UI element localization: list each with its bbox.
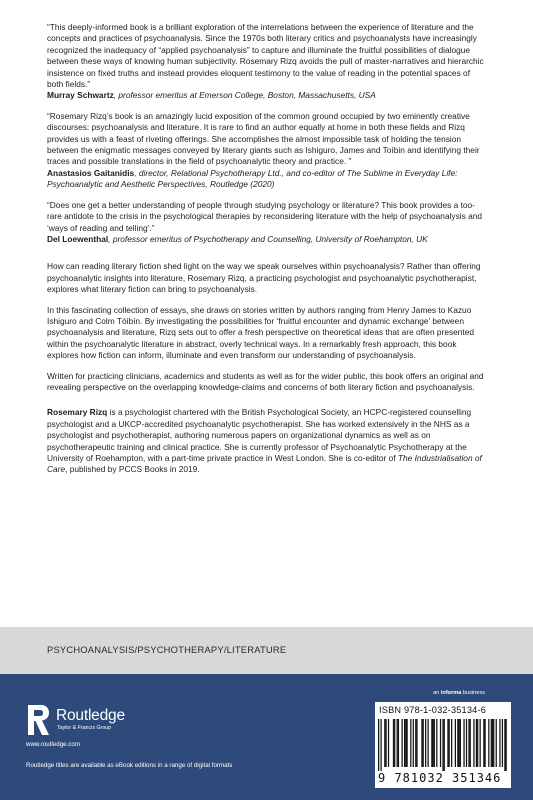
author-bio <box>47 407 486 475</box>
publisher-group: Taylor & Francis Group <box>57 725 112 731</box>
publisher-name: Routledge <box>56 707 125 724</box>
informa-prefix: an <box>433 690 441 696</box>
barcode-bar <box>404 719 405 767</box>
barcode-bar <box>405 719 406 767</box>
barcode-bar <box>447 719 448 767</box>
bio-text: is a psychologist chartered with the British Psychological Society, an HCPC-registered counselling psychologist and a UKCP-accredited psychoanalytic psychotherapist. She has worked extensively in the NHS as a psychologist and psychotherapist, authoring numerous papers on organizational dynamics as well as on psychotherapeutic training and clinical practice. She is currently professor of Psychoanalytic Psychotherapy at the University of Roehampton, with a part-time private practice in West London. She is co-editor of <box>47 407 472 463</box>
endorser-role: , director, Relational Psychotherapy Ltd., and co-editor of The Sublime in Everyday Life: Psychoanalytic and Aesthetic Perspectives, Routledge (2020) <box>47 167 458 190</box>
barcode-bar <box>384 719 385 767</box>
barcode-bar <box>415 719 416 767</box>
endorsement-attribution <box>47 168 486 191</box>
barcode-bar <box>451 719 452 767</box>
barcode-bar <box>378 719 379 771</box>
barcode-bar <box>442 719 443 771</box>
barcode-bar <box>484 719 485 767</box>
endorsement-1 <box>47 22 486 102</box>
barcode-bar <box>468 719 469 767</box>
barcode-digits: 9 781032 351346 <box>378 771 502 785</box>
barcode-bar <box>488 719 489 767</box>
description-paragraph: Written for practicing clinicians, academics and students as well as for the wider public, this book offers an original and revealing perspective on the overlapping knowledge-claims and concerns of both literary fiction and psychoanalysis. <box>47 370 484 392</box>
barcode-bar <box>436 719 437 767</box>
barcode-bar <box>470 719 471 767</box>
barcode-bar <box>496 719 497 767</box>
barcode-bar <box>483 719 484 767</box>
barcode-bar <box>410 719 411 767</box>
subject-band <box>0 627 533 674</box>
barcode-bar <box>458 719 459 767</box>
isbn-number: ISBN 978-1-032-35134-6 <box>379 705 487 715</box>
barcode-bar <box>466 719 467 767</box>
endorser-name: Murray Schwartz <box>47 90 114 101</box>
description-paragraph: In this fascinating collection of essays, she draws on stories written by authors ranging from Henry James to Kazuo Ishiguro and Colm Tóibín. By investigating the possibilities for ‘fruitful encounter and dynamic exchange’ between psychoanalysis and literature, Rizq sets out to offer a fresh perspective on theoretical ideas that are often presented within the psychoanalytic literature in abstract, overly technical ways. In a remarkably fresh approach, this book explores how fiction can inform, illuminate and even transform our understanding of psychoanalysis. <box>47 304 475 361</box>
barcode-bar <box>406 719 407 767</box>
routledge-logo <box>26 704 176 736</box>
barcode-bar <box>502 719 503 767</box>
barcode-bar <box>493 719 494 767</box>
description-paragraph: How can reading literary fiction shed light on the way we speak ourselves within psychoanalysis? Rather than offering psychoanalytic insights into literature, Rosemary Rizq, a practicing psychologist and psychoanalytic psychotherapist, explores what literary fiction can bring to psychoanalysis. <box>47 261 481 295</box>
informa-suffix: business <box>461 690 485 696</box>
barcode-bar <box>476 719 477 767</box>
barcode-bar <box>444 719 445 771</box>
barcode-bar <box>457 719 458 767</box>
barcode-bar <box>388 719 389 767</box>
routledge-r-icon <box>26 704 50 736</box>
author-name: Rosemary Rizq <box>47 407 108 418</box>
barcode-bar <box>455 719 456 767</box>
barcode-bar <box>460 719 461 767</box>
endorsement-attribution <box>47 90 486 101</box>
endorsement-2 <box>47 111 486 191</box>
barcode-bar <box>428 719 429 767</box>
publisher-footer <box>0 674 533 800</box>
barcode-bar <box>499 719 500 767</box>
subject-category: PSYCHOANALYSIS/PSYCHOTHERAPY/LITERATURE <box>47 644 287 655</box>
barcode-bar <box>504 719 505 771</box>
barcode-bar <box>380 719 381 771</box>
bio-book-title: The Industrialisation of Care <box>47 453 482 475</box>
barcode-bar <box>434 719 435 767</box>
barcode-bar <box>385 719 386 767</box>
barcode-bar <box>423 719 424 767</box>
informa-business-label <box>433 690 485 696</box>
barcode-bar <box>413 719 414 767</box>
barcode-bar <box>449 719 450 767</box>
endorser-name: Anastasios Gaitanidis <box>47 167 135 178</box>
barcode-bar <box>397 719 398 767</box>
barcode-bar <box>431 719 432 767</box>
barcode-bar <box>394 719 395 767</box>
endorsement-quote: “This deeply-informed book is a brilliant exploration of the interrelations between the experience of literature and the concepts and practices of psychoanalysis. Since the 1970s both literary critics and psychoanalysts have increasingly recognized the inadequacy of “applied psychoanalysis” to capture and illuminate the fruitful possibilities of dialogue between these ways of knowing human subjectivity. Rosemary Rizq avoids the pull of master-narratives and hierarchic insistence on fixed truths and instead provides eloquent testimony to the value of reading in the potential spaces of both fields.” <box>47 22 484 90</box>
ebook-note: Routledge titles are available as eBook editions in a range of digital formats <box>26 762 233 769</box>
barcode-bar <box>492 719 493 767</box>
barcode-bar <box>440 719 441 767</box>
bio-text-end: , published by PCCS Books in 2019. <box>65 464 200 475</box>
barcode-bar <box>421 719 422 767</box>
endorsement-quote: “Does one get a better understanding of people through studying psychology or literature? This book provides a too-rare antidote to the crisis in the psychological therapies by reconsidering literature with the help of psychoanalysis and ‘ways of reading and telling’.” <box>47 199 483 233</box>
barcode-bar <box>463 719 464 767</box>
barcode-bar <box>393 719 394 767</box>
barcode-bar <box>398 719 399 767</box>
endorser-role: , professor emeritus at Emerson College, Boston, Massachusetts, USA <box>113 90 376 101</box>
endorsement-3 <box>47 200 486 246</box>
barcode-bar <box>425 719 426 767</box>
endorser-name: Del Loewenthal <box>47 233 109 244</box>
endorsement-attribution <box>47 234 486 245</box>
endorsement-quote: “Rosemary Rizq’s book is an amazingly lucid exposition of the common ground occupied by two eminently creative discourses: psychoanalysis and literature. It is rare to find an author equally at home in both these fields and Rizq provides us with a feast of riveting offerings. She accomplishes the almost impossible task of holding the tension between the enigmatic messages conveyed by literary giants such as Ishiguro, James and Toíbin and identifying their traces and possible translations in the field of psychoanalytic theory and practice. ” <box>47 110 480 167</box>
barcode-bar <box>432 719 433 767</box>
isbn-barcode <box>375 702 511 788</box>
barcode-icon <box>378 719 508 771</box>
barcode-bar <box>491 719 492 767</box>
informa-brand: informa <box>440 690 462 696</box>
barcode-bar <box>480 719 481 767</box>
barcode-bar <box>402 719 403 767</box>
barcode-bar <box>416 719 417 767</box>
endorser-role: , professor emeritus of Psychotherapy and Counselling, University of Roehampton, UK <box>108 233 428 244</box>
barcode-bar <box>506 719 507 771</box>
barcode-bar <box>477 719 478 767</box>
publisher-url[interactable]: www.routledge.com <box>26 741 80 748</box>
barcode-bar <box>473 719 474 767</box>
